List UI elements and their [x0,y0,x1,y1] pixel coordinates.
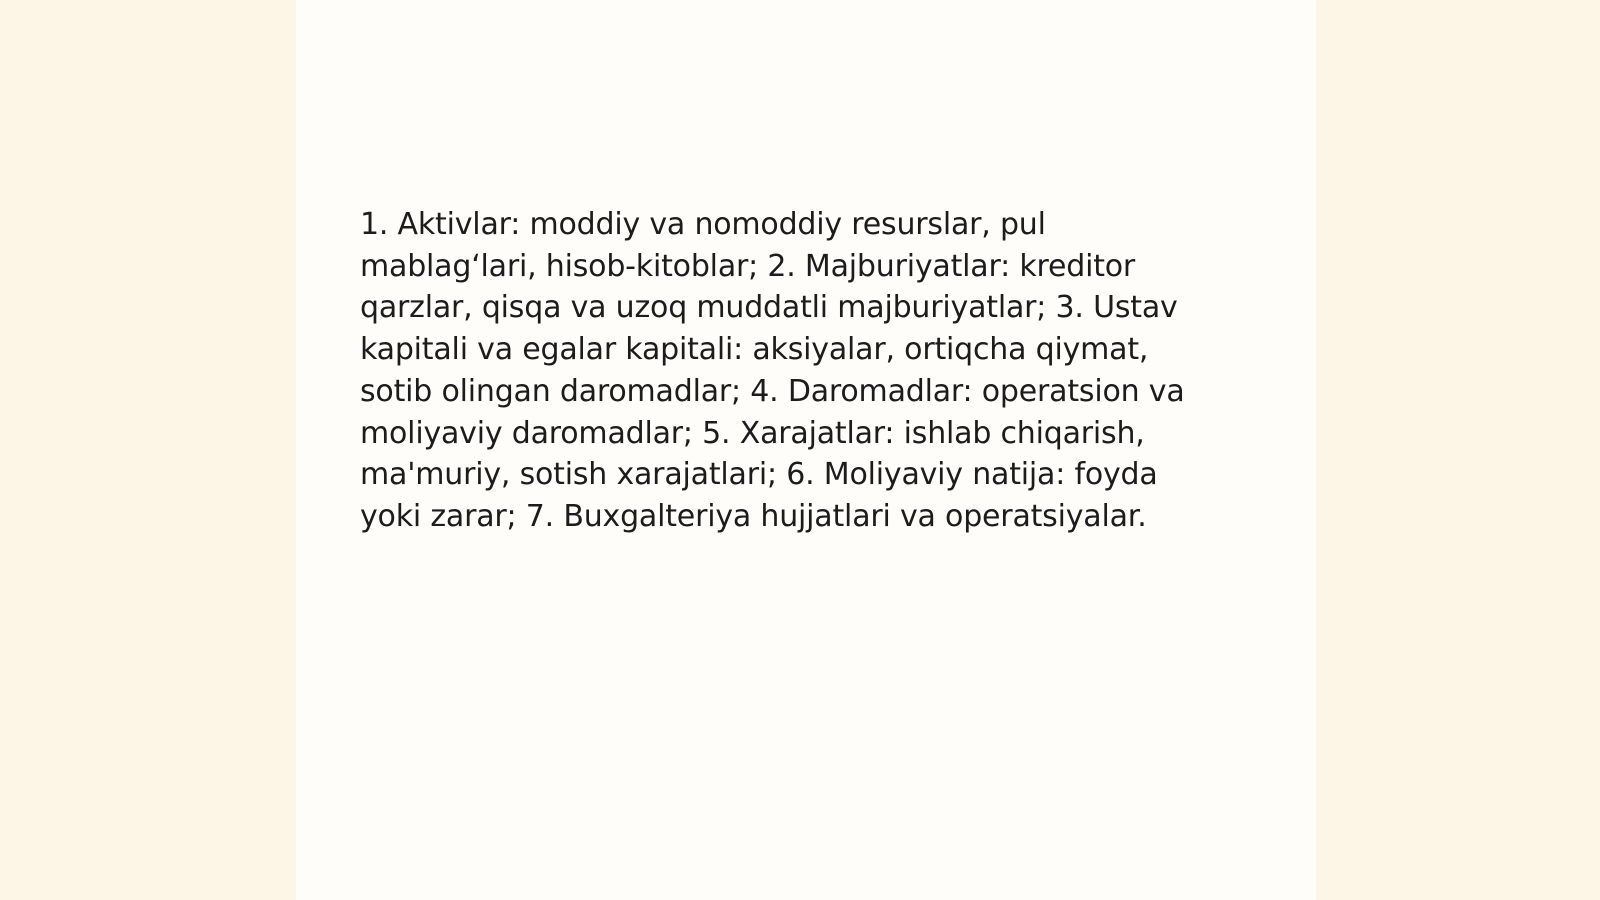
body-paragraph: 1. Aktivlar: moddiy va nomoddiy resurslar, pul mablag‘lari, hisob-kitoblar; 2. Majburiyatlar: kreditor qarzlar, qisqa va uzoq muddatli majburiyatlar; 3. Ustav kapitali va egalar kapitali: aksiyalar, ortiqcha qiymat, sotib olingan daromadlar; 4. Daromadlar: operatsion va moliyaviy daromadlar; 5. Xarajatlar: ishlab chiqarish, ma'muriy, sotish xarajatlari; 6. Moliyaviy natija: foyda yoki zarar; 7. Buxgalteriya hujjatlari va operatsiyalar. [360,207,1185,534]
document-page [296,0,1316,900]
